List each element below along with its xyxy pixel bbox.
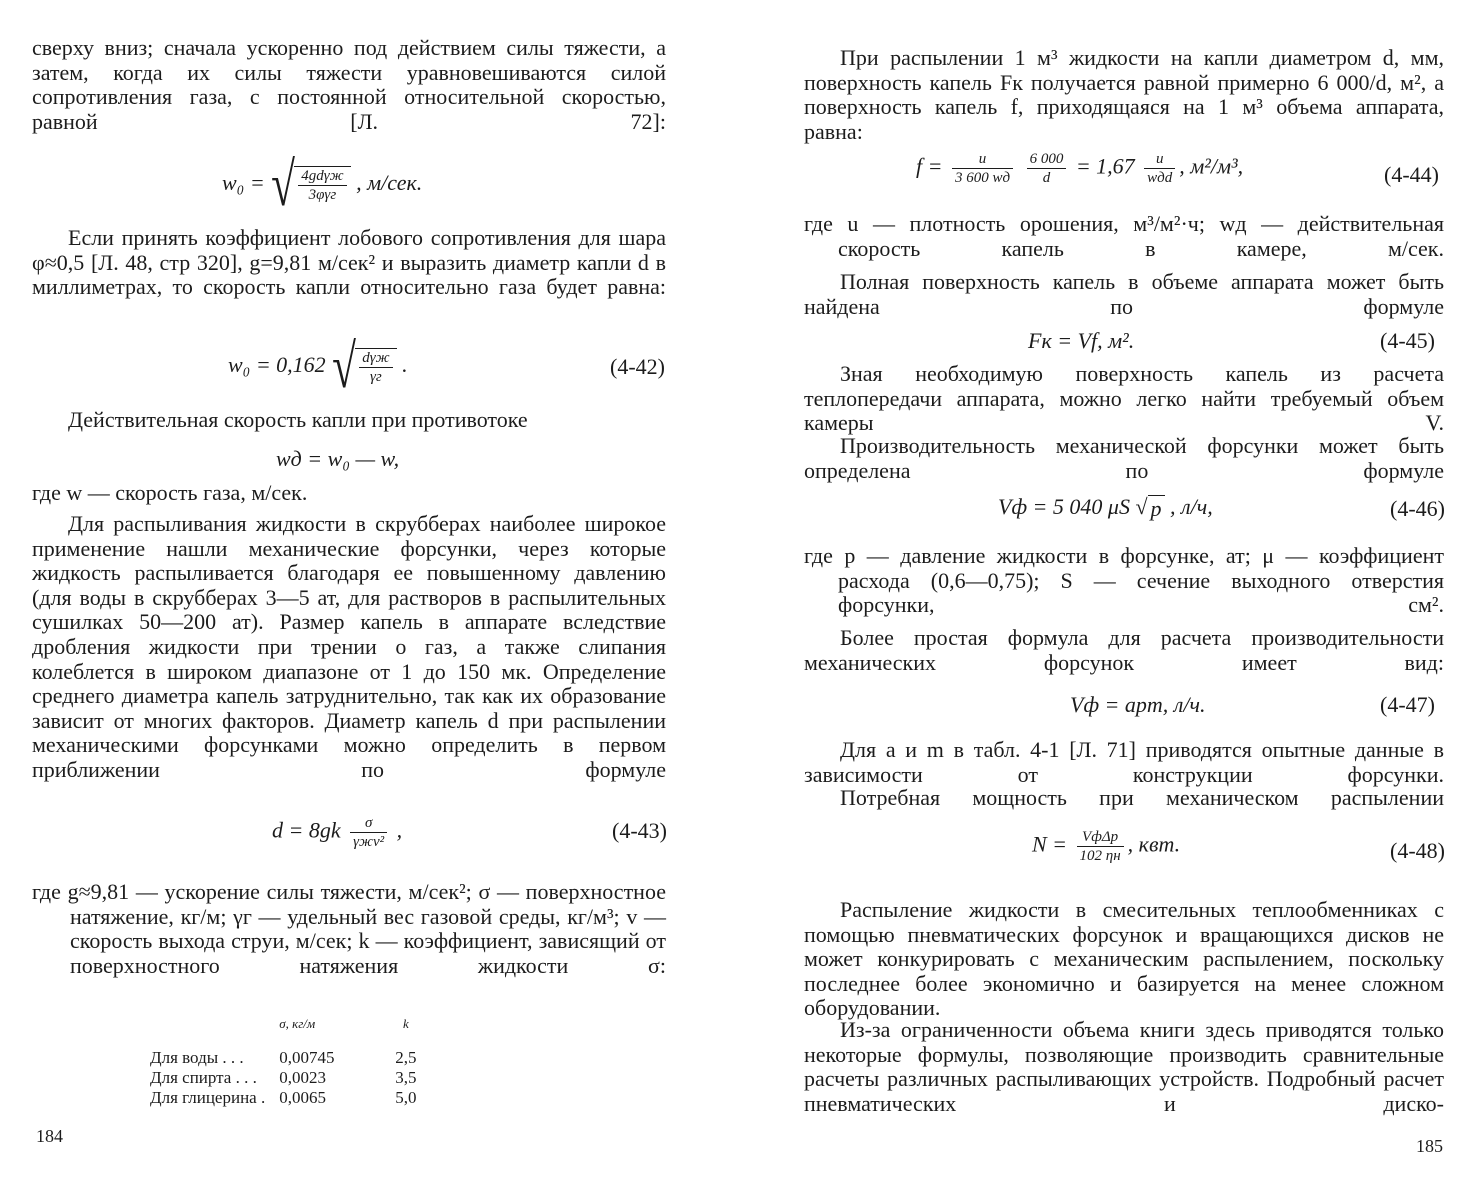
paragraph: Для a и m в табл. 4-1 [Л. 71] приводятся опытные данные в зависимости от конструкции форсунки. [804, 737, 1444, 787]
paragraph: При распылении 1 м³ жидкости на капли диаметром d, мм, поверхность капель Fк получается равной примерно 6 000/d, м², а поверхность капель f, приходящаяся на 1 м³ объема аппарата, равна: [804, 45, 1444, 144]
paragraph: где w — скорость газа, м/сек. [32, 480, 308, 505]
table-header [150, 1014, 279, 1048]
equation-number: (4-46) [1390, 496, 1445, 521]
paragraph: Полная поверхность капель в объеме аппарата может быть найдена по формуле [804, 269, 1444, 319]
paragraph: Более простая формула для расчета производительности механических форсунок имеет вид: [804, 625, 1444, 675]
paragraph: Производительность механической форсунки может быть определена по формуле [804, 433, 1444, 483]
equation-4-48: N = $\frac{\text{VфΔp}}{102 \eta н}$ , квт. (4-48) [1032, 829, 1445, 864]
paragraph: где u — плотность орошения, м³/м²·ч; wд — действительная скорость капель в камере, м/сек. [804, 211, 1444, 261]
table-row: Для спирта . . . 0,0023 3,5 [150, 1068, 417, 1087]
table-header: k [402, 1016, 409, 1031]
paragraph: Для распыливания жидкости в скрубберах наиболее широкое применение нашли механические форсунки, через которые жидкость распыливается благодаря ее повышенному давлению (для воды в скрубберах 3—5 ат, для растворов в распылительных сушилках 50—200 ат). Размер капель в аппарате вследствие дробления жидкости при трении о газ, а также слипания колеблется в широком диапазоне от 1 до 150 мк. Определение среднего диаметра капель затруднительно, так как их образование зависит от многих факторов. Диаметр капель d при распылении механическими форсунками можно определить в первом приближении по формуле [32, 511, 666, 782]
equation-wd: wд = w₀ — w, [276, 446, 400, 471]
equation-w0: w₀ = √ $\frac{\text{4gdγж}}{\text{3φγг}}$ , м/сек. [222, 151, 423, 219]
table-row: Для глицерина . 0,0065 5,0 [150, 1088, 417, 1107]
surface-tension-table [150, 1014, 430, 1108]
equation-4-44: f = $\frac{u}{3 600 wд}$ $\frac{6 000}{d}$ = 1,67 $\frac{u}{\text{wдd}}$ , м²/м³, (4-44) [916, 151, 1439, 187]
equation-number: (4-42) [610, 354, 665, 379]
equation-4-42: w₀ = 0,162 √ $\frac{\text{dγж}}{\gamma г}$ . (4-42) [228, 333, 665, 401]
equation-number: (4-43) [612, 818, 667, 843]
equation-4-43: d = 8gk $\frac{\sigma}{\text{γжv²}}$ , (4-43) [272, 815, 667, 850]
table-row: Для воды . . . 0,00745 2,5 [150, 1048, 417, 1067]
paragraph: Из-за ограниченности объема книги здесь приводятся только некоторые формулы, позволяющие производить сравнительные расчеты различных распыливающих устройств. Подробный расчет пневматических и диско- [804, 1017, 1444, 1116]
equation-4-46: Vф = 5 040 μS √ p , л/ч, (4-46) [998, 494, 1445, 522]
paragraph: сверху вниз; сначала ускоренно под действием силы тяжести, а затем, когда их силы тяжести уравновешиваются силой сопротивления газа, с постоянной относительной скоростью, равной [Л. 72]: [32, 35, 666, 134]
page-number: 185 [1416, 1136, 1443, 1156]
page-number: 184 [36, 1126, 63, 1146]
paragraph: Потребная мощность при механическом распылении [840, 785, 1444, 810]
paragraph: где p — давление жидкости в форсунке, ат; μ — коэффициент расхода (0,6—0,75); S — сечение выходного отверстия форсунки, см². [804, 543, 1444, 618]
equation-number: (4-47) [1380, 692, 1435, 717]
right-page [740, 0, 1479, 1190]
paragraph: Действительная скорость капли при противотоке [68, 407, 528, 432]
equation-4-45: Fк = Vf, м². (4-45) [1028, 328, 1435, 353]
equation-number: (4-48) [1390, 838, 1445, 863]
equation-number: (4-44) [1384, 162, 1439, 187]
equation-number: (4-45) [1380, 328, 1435, 353]
table-header: σ, кг/м [279, 1016, 316, 1031]
paragraph: где g≈9,81 — ускорение силы тяжести, м/сек²; σ — поверхностное натяжение, кг/м; γг — удельный вес газовой среды, кг/м³; v — скорость выхода струи, м/сек; k — коэффициент, зависящий от поверхностного натяжения жидкости σ: [32, 879, 666, 978]
paragraph: Если принять коэффициент лобового сопротивления для шара φ≈0,5 [Л. 48, стр 320], g=9,81 м/сек² и выразить диаметр капли d в миллиметрах, то скорость капли относительно газа будет равна: [32, 225, 666, 300]
paragraph: Распыление жидкости в смесительных теплообменниках с помощью пневматических форсунок и вращающихся дисков не может конкурировать с механическим распылением, поскольку последнее более экономично и базируется на менее сложном оборудовании. [804, 897, 1444, 1021]
equation-4-47: Vф = apm, л/ч. (4-47) [1070, 692, 1435, 717]
paragraph: Зная необходимую поверхность капель из расчета теплопередачи аппарата, можно легко найти требуемый объем камеры V. [804, 361, 1444, 436]
